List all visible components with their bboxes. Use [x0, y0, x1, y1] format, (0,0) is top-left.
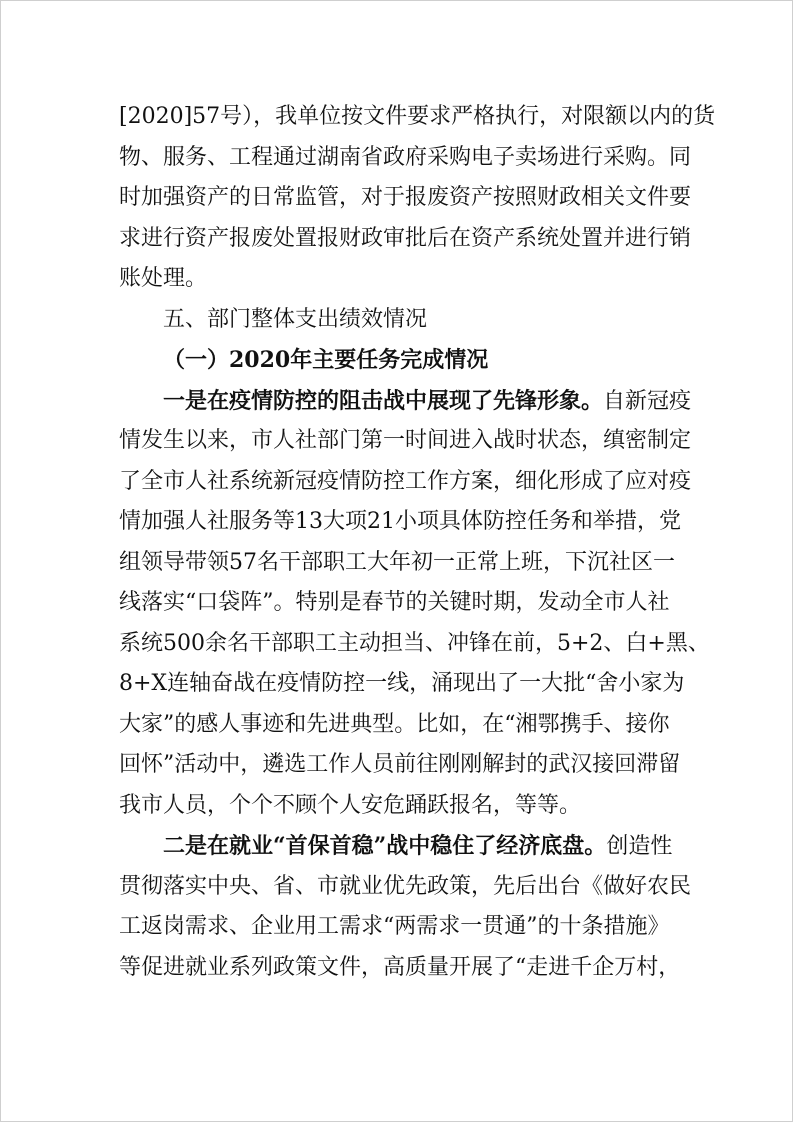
text-fragment: 自新冠疫 — [603, 388, 692, 414]
lead-sentence: 一是在疫情防控的阻击战中展现了先锋形象。 — [163, 387, 604, 414]
text-line: 我市人员，个个不顾个人安危踊跃报名，等等。 — [119, 792, 582, 818]
text-line: 8+X连轴奋战在疫情防控一线，涌现出了一大批“舍小家为 — [119, 671, 685, 696]
text-fragment: 创造性 — [606, 834, 673, 859]
paragraph-employment — [119, 826, 692, 988]
text-line: 线落实“口袋阵”。特别是春节的关键时期，发动全市人社 — [119, 590, 670, 615]
sub-heading: （一）2020年主要任务完成情况 — [163, 347, 489, 373]
text-line: [2020]57号），我单位按文件要求严格执行，对限额以内的货 — [119, 104, 716, 129]
text-line: 工返岗需求、企业用工需求“两需求一贯通”的十条措施》 — [119, 914, 670, 939]
text-line: 时加强资产的日常监管，对于报废资产按照财政相关文件要 — [119, 185, 692, 210]
document-body — [119, 97, 716, 988]
text-line: 了全市人社系统新冠疫情防控工作方案，细化形成了应对疫 — [119, 468, 692, 494]
text-line — [119, 381, 692, 422]
text-line: 系统500余名干部职工主动担当、冲锋在前，5+2、白+黑、 — [119, 630, 710, 656]
text-line: 贯彻落实中央、省、市就业优先政策，先后出台《做好农民 — [119, 873, 692, 899]
text-line — [119, 826, 679, 867]
text-line: 求进行资产报废处置报财政审批后在资产系统处置并进行销 — [119, 225, 692, 251]
text-line: 组领导带领57名干部职工大年初一正常上班，下沉社区一 — [119, 549, 675, 575]
lead-sentence: 二是在就业“首保首稳”战中稳住了经济底盘。 — [163, 833, 607, 859]
text-line: 情加强人社服务等13大项21小项具体防控任务和举措，党 — [119, 509, 681, 534]
text-line: 物、服务、工程通过湖南省政府采购电子卖场进行采购。同 — [119, 144, 692, 170]
text-line: 回怀”活动中，遴选工作人员前往刚刚解封的武汉接回滞留 — [119, 752, 681, 777]
paragraph-asset-management — [119, 97, 716, 300]
text-line: 账处理。 — [119, 266, 208, 291]
text-line: 情发生以来，市人社部门第一时间进入战时状态，缜密制定 — [119, 428, 692, 453]
section-heading: 五、部门整体支出绩效情况 — [163, 306, 428, 332]
text-line: 大家”的感人事迹和先进典型。比如，在“湘鄂携手、接你 — [119, 711, 670, 737]
text-line: 等促进就业系列政策文件，高质量开展了“走进千企万村， — [119, 954, 681, 980]
paragraph-epidemic-control — [119, 381, 710, 827]
